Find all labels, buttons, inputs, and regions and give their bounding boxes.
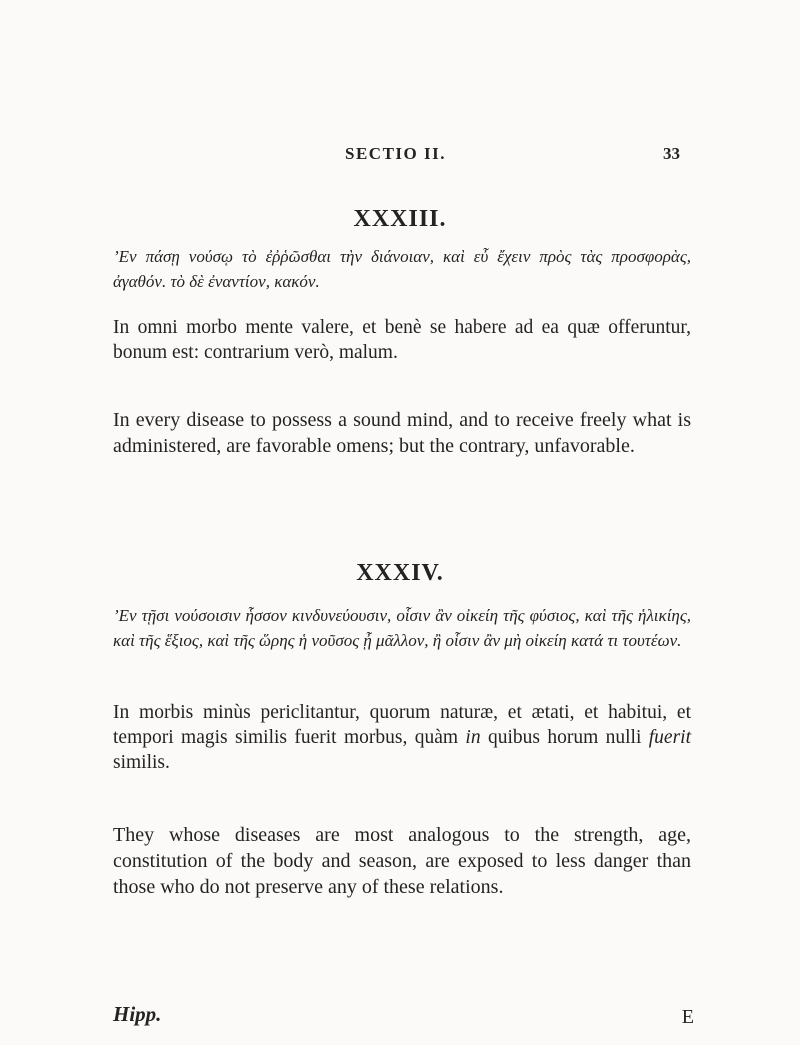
- running-header: [0, 144, 800, 168]
- latin-text-part: similis.: [113, 752, 170, 773]
- latin-text-part: In morbis minùs periclitantur, quorum naturæ, et ætati, et habitui, et tempori magis similis fuerit morbus, quàm: [113, 702, 691, 748]
- greek-text-xxxiii: ’Εν πάσῃ νούσῳ τὸ ἐῤῥῶσθαι τὴν διάνοιαν, καὶ εὖ ἔχειν πρὸς τὰς προσφορὰς, ἀγαθόν. τὸ δὲ ἐναντίον, κακόν.: [113, 247, 691, 291]
- aphorism-heading-xxxiv: XXXIV.: [356, 560, 444, 586]
- latin-italic-word: in: [465, 727, 481, 748]
- latin-text-xxxiii: In omni morbo mente valere, et benè se habere ad ea quæ offeruntur, bonum est: contrarium verò, malum.: [113, 317, 691, 363]
- sheet-mark: E: [681, 1006, 694, 1028]
- latin-italic-word: fuerit: [648, 727, 691, 748]
- latin-text-xxxiv: [113, 700, 691, 775]
- page-number: 33: [663, 144, 680, 163]
- greek-text-xxxiv: ’Εν τῇσι νούσοισιν ἧσσον κινδυνεύουσιν, οἷσιν ἂν οἰκείη τῆς φύσιος, καὶ τῆς ἡλικίης, καὶ τῆς ἕξιος, καὶ τῆς ὥρης ἡ νοῦσος ᾖ μᾶλλον, ἢ οἷσιν ἂν μὴ οἰκείη κατά τι τουτέων.: [113, 606, 691, 650]
- aphorism-heading-xxxiii: XXXIII.: [353, 206, 447, 232]
- section-label: SECTIO II.: [345, 144, 446, 163]
- english-text-xxxiv: They whose diseases are most analogous to the strength, age, constitution of the body and season, are exposed to less danger than those who do not preserve any of these relations.: [113, 824, 691, 898]
- latin-text-part: quibus horum nulli: [480, 727, 649, 748]
- english-text-xxxiii: In every disease to possess a sound mind, and to receive freely what is administered, are favorable omens; but the contrary, unfavorable.: [113, 409, 691, 457]
- page-footer: [0, 1002, 800, 1032]
- signature-mark: Hipp.: [113, 1002, 162, 1026]
